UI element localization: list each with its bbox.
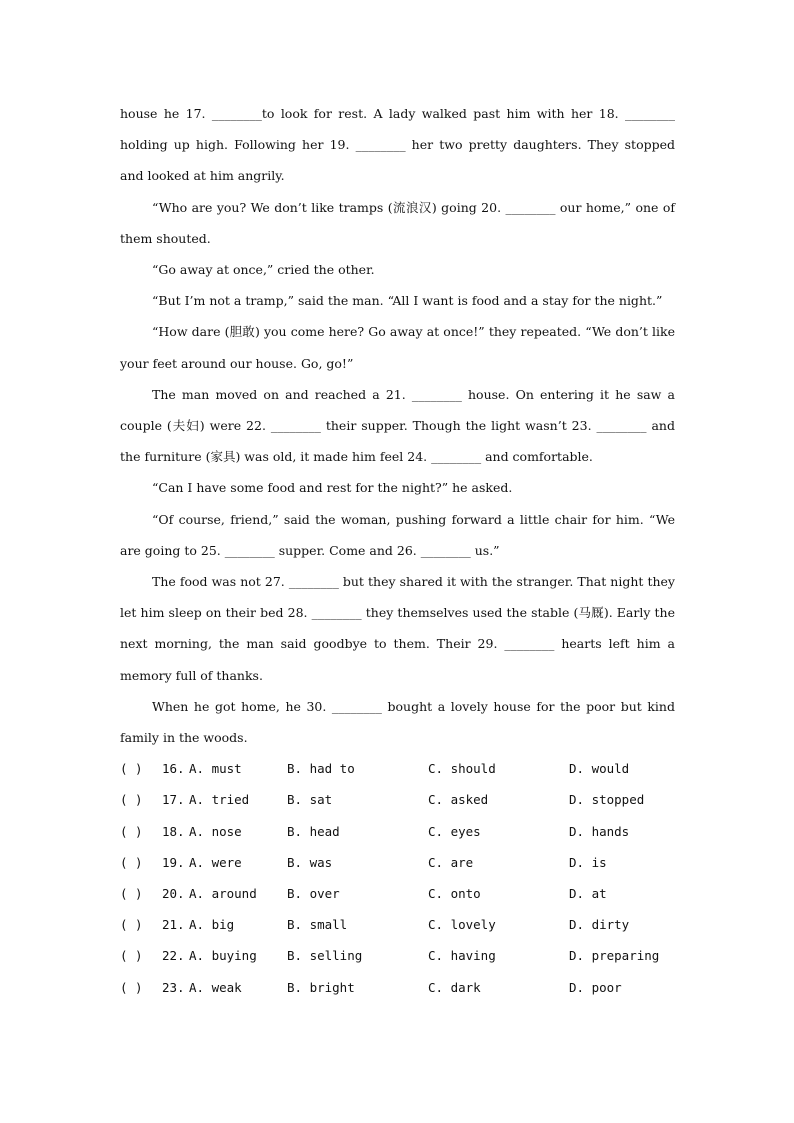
option-d: D. would: [569, 761, 630, 777]
passage-paragraph: “How dare (胆敢) you come here? Go away at once!” they repeated. “We don’t like your feet around our house. Go, go!”: [120, 324, 675, 371]
option-a: A. must: [189, 761, 242, 777]
option-d: D. poor: [569, 979, 622, 995]
question-number: 21.: [162, 917, 185, 933]
question-number: 23.: [162, 979, 185, 995]
answer-bracket[interactable]: ( ): [120, 917, 143, 933]
option-a: A. tried: [189, 792, 250, 808]
question-list: [120, 753, 675, 1003]
question-row: [120, 847, 675, 878]
option-c: C. dark: [428, 979, 481, 995]
question-number: 22.: [162, 948, 185, 964]
question-row: [120, 816, 675, 847]
option-a: A. around: [189, 886, 257, 902]
passage-paragraph: When he got home, he 30. ________ bought a lovely house for the poor but kind family in the woods.: [120, 698, 675, 746]
option-b: B. was: [287, 854, 333, 870]
question-number: 18.: [162, 823, 185, 839]
answer-bracket[interactable]: ( ): [120, 761, 143, 777]
option-a: A. big: [189, 917, 235, 933]
option-c: C. lovely: [428, 917, 496, 933]
question-number: 16.: [162, 761, 185, 777]
option-c: C. should: [428, 761, 496, 777]
option-a: A. were: [189, 854, 242, 870]
question-number: 17.: [162, 792, 185, 808]
passage-paragraph: The man moved on and reached a 21. ________ house. On entering it he saw a couple (夫妇) were 22. ________ their supper. Though the light wasn’t 23. ________ and the furniture (家具) was old, it made him feel 24. ________ and comfortable.: [120, 386, 675, 465]
answer-bracket[interactable]: ( ): [120, 823, 143, 839]
answer-bracket[interactable]: ( ): [120, 792, 143, 808]
option-c: C. eyes: [428, 823, 481, 839]
question-row: [120, 972, 675, 1003]
option-c: C. onto: [428, 886, 481, 902]
option-c: C. having: [428, 948, 496, 964]
option-d: D. at: [569, 886, 607, 902]
option-b: B. selling: [287, 948, 363, 964]
option-b: B. head: [287, 823, 340, 839]
question-number: 20.: [162, 886, 185, 902]
passage-paragraph: “Can I have some food and rest for the night?” he asked.: [152, 480, 513, 496]
option-d: D. preparing: [569, 948, 660, 964]
option-a: A. buying: [189, 948, 257, 964]
passage: [120, 98, 675, 753]
option-a: A. weak: [189, 979, 242, 995]
question-row: [120, 878, 675, 909]
answer-bracket[interactable]: ( ): [120, 948, 143, 964]
passage-paragraph: house he 17. ________to look for rest. A lady walked past him with her 18. ________ holding up high. Following her 19. ________ her two pretty daughters. They stopped and looked at him angrily.: [120, 106, 675, 184]
question-number: 19.: [162, 854, 185, 870]
option-d: D. is: [569, 854, 607, 870]
answer-bracket[interactable]: ( ): [120, 886, 143, 902]
question-row: [120, 753, 675, 784]
option-b: B. over: [287, 886, 340, 902]
option-a: A. nose: [189, 823, 242, 839]
question-row: [120, 909, 675, 940]
answer-bracket[interactable]: ( ): [120, 979, 143, 995]
passage-paragraph: “Go away at once,” cried the other.: [152, 262, 375, 278]
option-d: D. stopped: [569, 792, 645, 808]
option-d: D. hands: [569, 823, 630, 839]
passage-paragraph: “Of course, friend,” said the woman, pushing forward a little chair for him. “We are going to 25. ________ supper. Come and 26. ________ us.”: [120, 511, 675, 558]
option-b: B. had to: [287, 761, 355, 777]
passage-paragraph: “Who are you? We don’t like tramps (流浪汉) going 20. ________ our home,” one of them shouted.: [120, 199, 675, 246]
option-b: B. sat: [287, 792, 333, 808]
question-row: [120, 940, 675, 971]
option-b: B. small: [287, 917, 348, 933]
option-b: B. bright: [287, 979, 355, 995]
option-c: C. are: [428, 854, 474, 870]
document-page: [120, 98, 675, 1003]
question-row: [120, 784, 675, 815]
passage-paragraph: “But I’m not a tramp,” said the man. “All I want is food and a stay for the night.”: [152, 293, 663, 309]
option-c: C. asked: [428, 792, 489, 808]
answer-bracket[interactable]: ( ): [120, 854, 143, 870]
option-d: D. dirty: [569, 917, 630, 933]
passage-paragraph: The food was not 27. ________ but they shared it with the stranger. That night they let him sleep on their bed 28. ________ they themselves used the stable (马厩). Early the next morning, the man said goodbye to them. Their 29. ________ hearts left him a memory full of thanks.: [120, 574, 675, 683]
